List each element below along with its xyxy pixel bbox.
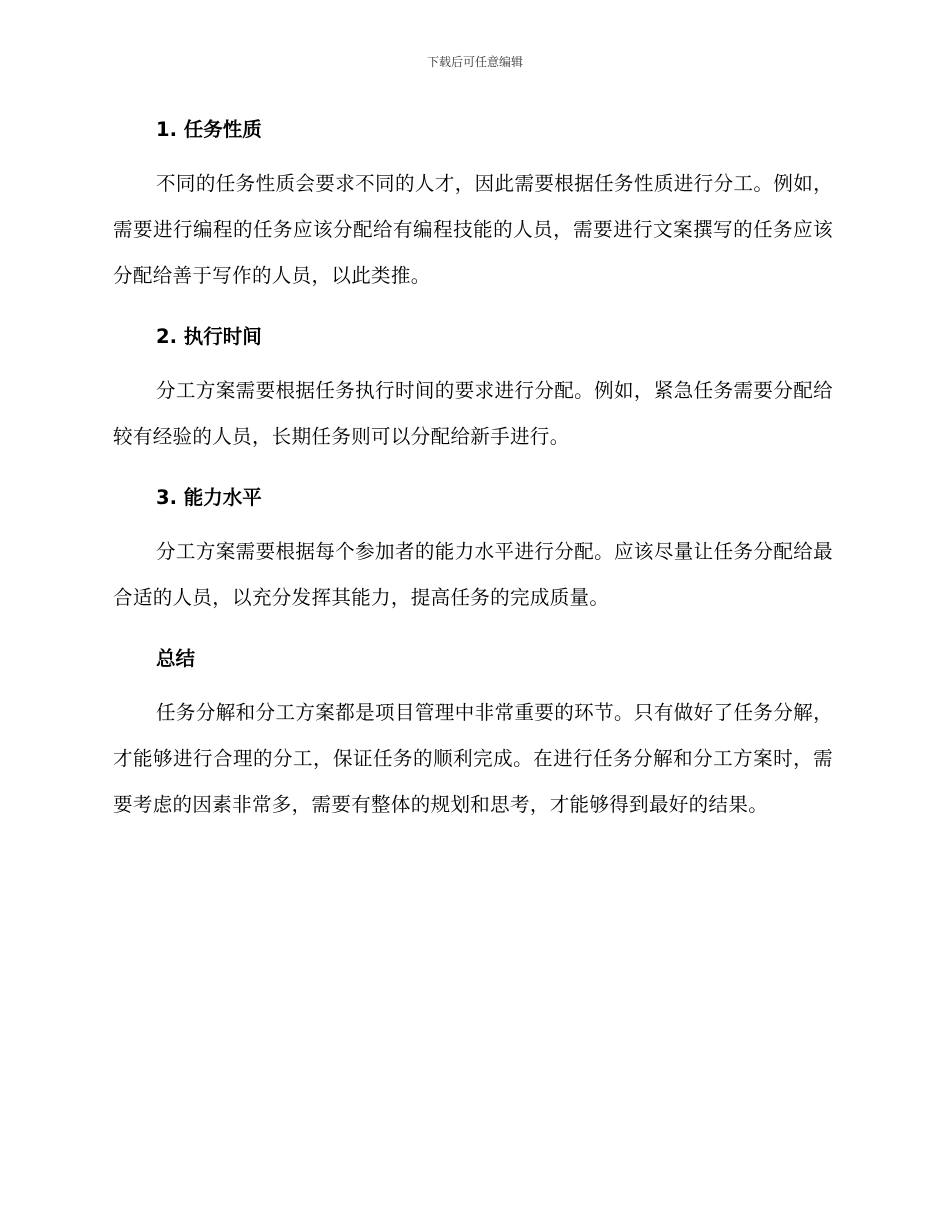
section-ability-level bbox=[113, 481, 833, 621]
page-header: 下载后可任意编辑 bbox=[426, 55, 523, 69]
section-summary bbox=[113, 642, 833, 828]
section-paragraph: 任务分解和分工方案都是项目管理中非常重要的环节。只有做好了任务分解，才能够进行合理的分工，保证任务的顺利完成。在进行任务分解和分工方案时，需要考虑的因素非常多，需要有整体的规划和思考，才能够得到最好的结果。 bbox=[113, 701, 833, 816]
section-execution-time bbox=[113, 320, 833, 460]
section-heading: 2. 执行时间 bbox=[156, 325, 262, 348]
section-paragraph: 分工方案需要根据每个参加者的能力水平进行分配。应该尽量让任务分配给最合适的人员，以充分发挥其能力，提高任务的完成质量。 bbox=[113, 540, 833, 609]
document-content bbox=[113, 113, 833, 849]
section-paragraph: 分工方案需要根据任务执行时间的要求进行分配。例如，紧急任务需要分配给较有经验的人员，长期任务则可以分配给新手进行。 bbox=[113, 379, 833, 448]
section-paragraph: 不同的任务性质会要求不同的人才，因此需要根据任务性质进行分工。例如，需要进行编程的任务应该分配给有编程技能的人员，需要进行文案撰写的任务应该分配给善于写作的人员，以此类推。 bbox=[113, 172, 833, 287]
section-task-nature bbox=[113, 113, 833, 299]
section-heading: 总结 bbox=[156, 647, 196, 670]
section-heading: 3. 能力水平 bbox=[156, 486, 262, 509]
section-heading: 1. 任务性质 bbox=[156, 118, 262, 141]
